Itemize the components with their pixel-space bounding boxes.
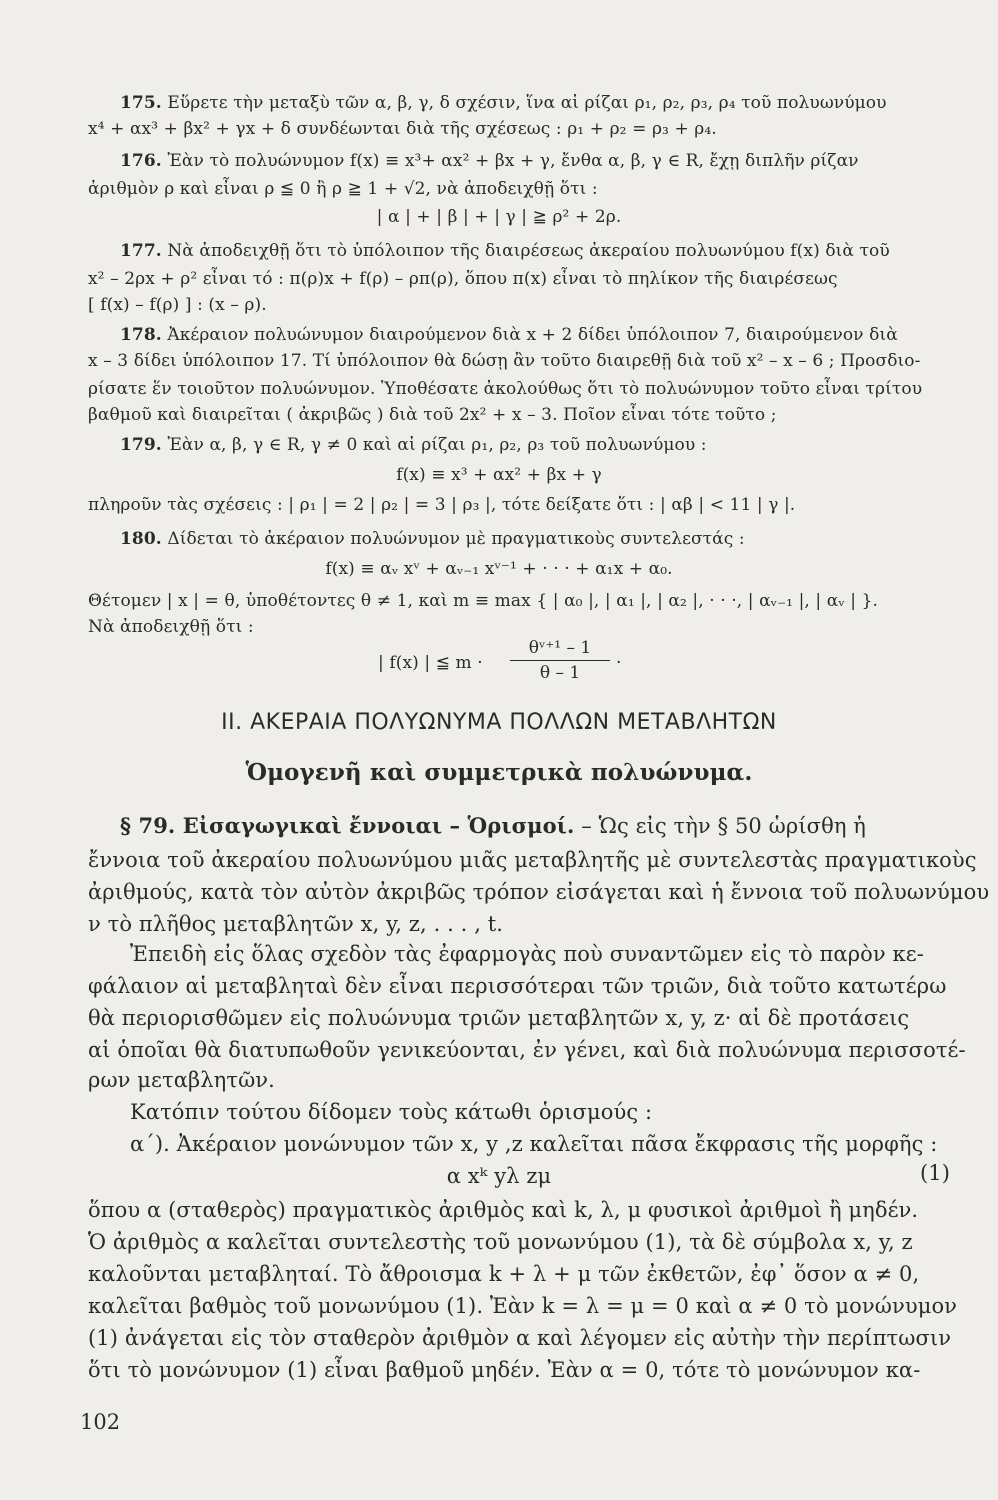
problem-179-polynomial: f(x) ≡ x³ + αx² + βx + γ bbox=[396, 465, 602, 485]
problem-176-line-1: 176. Ἐὰν τὸ πολυώνυμον f(x) ≡ x³+ αx² + βx + γ, ἔνθα α, β, γ ∈ R, ἔχῃ διπλῆν ρίζαν bbox=[120, 151, 859, 171]
s79-p1-line-3: ἀριθμούς, κατὰ τὸν αὐτὸν ἀκριβῶς τρόπον εἰσάγεται καὶ ἡ ἔννοια τοῦ πολυωνύμου bbox=[88, 880, 990, 904]
problem-180-line-1: 180. Δίδεται τὸ ἀκέραιον πολυώνυμον μὲ πραγματικοὺς συντελεστάς : bbox=[120, 529, 745, 549]
s79-heading: § 79. Εἰσαγωγικαὶ ἔννοιαι – Ὁρισμοί. bbox=[120, 813, 575, 838]
problem-176-number: 176. bbox=[120, 151, 162, 171]
problem-180-polynomial: f(x) ≡ αᵥ xᵛ + αᵥ₋₁ xᵛ⁻¹ + · · · + α₁x + α₀. bbox=[325, 559, 673, 579]
equation-label-1: (1) bbox=[919, 1161, 950, 1185]
inequality-tail: · bbox=[616, 653, 622, 673]
s79-p4-line-1: ὅπου α (σταθερὸς) πραγματικὸς ἀριθμὸς καὶ k, λ, μ φυσικοὶ ἀριθμοὶ ἢ μηδέν. bbox=[88, 1198, 919, 1222]
section-title: Ὁμογενῆ καὶ συμμετρικὰ πολυώνυμα. bbox=[245, 759, 753, 786]
problem-177-number: 177. bbox=[120, 241, 162, 261]
problem-177-line-3: [ f(x) – f(ρ) ] : (x – ρ). bbox=[88, 295, 267, 315]
problem-179-number: 179. bbox=[120, 435, 162, 455]
monomial-formula: α xᵏ yλ zμ bbox=[446, 1164, 552, 1188]
problem-175-line-1: 175. Εὕρετε τὴν μεταξὺ τῶν α, β, γ, δ σχέσιν, ἵνα αἱ ρίζαι ρ₁, ρ₂, ρ₃, ρ₄ τοῦ πολυωνύμου bbox=[120, 93, 887, 113]
problem-180-line-3: Θέτομεν | x | = θ, ὑποθέτοντες θ ≠ 1, καὶ m ≡ max { | α₀ |, | α₁ |, | α₂ |, · · ·, | αᵥ₋₁ |, | αᵥ | }. bbox=[88, 591, 879, 611]
s79-p2-line-1: Ἐπειδὴ εἰς ὅλας σχεδὸν τὰς ἐφαρμογὰς ποὺ συναντῶμεν εἰς τὸ παρὸν κε- bbox=[130, 942, 924, 966]
s79-p4-line-3: καλοῦνται μεταβληταί. Τὸ ἄθροισμα k + λ + μ τῶν ἐκθετῶν, ἐφ᾽ ὅσον α ≠ 0, bbox=[88, 1262, 920, 1286]
fraction-bar bbox=[510, 660, 610, 661]
s79-p4-line-6: ὅτι τὸ μονώνυμον (1) εἶναι βαθμοῦ μηδέν. Ἐὰν α = 0, τότε τὸ μονώνυμον κα- bbox=[88, 1358, 921, 1382]
s79-p4-line-2: Ὁ ἀριθμὸς α καλεῖται συντελεστὴς τοῦ μονωνύμου (1), τὰ δὲ σύμβολα x, y, z bbox=[88, 1230, 913, 1254]
s79-p2-line-5: ρων μεταβλητῶν. bbox=[88, 1068, 275, 1092]
s79-p2-line-4: αἱ ὁποῖαι θὰ διατυπωθοῦν γενικεύονται, ἐν γένει, καὶ διὰ πολυώνυμα περισσοτέ- bbox=[88, 1038, 966, 1062]
s79-p3: Κατόπιν τούτου δίδομεν τοὺς κάτωθι ὁρισμούς : bbox=[130, 1100, 653, 1124]
page-number: 102 bbox=[80, 1410, 121, 1434]
problem-176-line-2: ἀριθμὸν ρ καὶ εἶναι ρ ≦ 0 ἢ ρ ≧ 1 + √2, νὰ ἀποδειχθῇ ὅτι : bbox=[88, 179, 598, 199]
problem-180-number: 180. bbox=[120, 529, 162, 549]
problem-176-inequality: | α | + | β | + | γ | ≧ ρ² + 2ρ. bbox=[376, 207, 622, 227]
s79-p4-line-5: (1) ἀνάγεται εἰς τὸν σταθερὸν ἀριθμὸν α καὶ λέγομεν εἰς αὐτὴν τὴν περίπτωσιν bbox=[88, 1326, 952, 1350]
problem-175-number: 175. bbox=[120, 93, 162, 113]
fraction bbox=[510, 638, 610, 683]
inequality-lhs: | f(x) | ≦ m · bbox=[378, 653, 483, 673]
problem-180-line-4: Νὰ ἀποδειχθῇ ὅτι : bbox=[88, 617, 254, 637]
problem-177-line-1: 177. Νὰ ἀποδειχθῇ ὅτι τὸ ὑπόλοιπον τῆς διαιρέσεως ἀκεραίου πολυωνύμου f(x) διὰ τοῦ bbox=[120, 241, 890, 261]
s79-p4-line-4: καλεῖται βαθμὸς τοῦ μονωνύμου (1). Ἐὰν k = λ = μ = 0 καὶ α ≠ 0 τὸ μονώνυμον bbox=[88, 1294, 958, 1318]
fraction-numerator: θᵛ⁺¹ – 1 bbox=[528, 638, 592, 658]
problem-178-line-3: ρίσατε ἕν τοιοῦτον πολυώνυμον. Ὑποθέσατε ἀκολούθως ὅτι τὸ πολυώνυμον τοῦτο εἶναι τρίτου bbox=[88, 379, 923, 399]
definition-a: α΄). Ἀκέραιον μονώνυμον τῶν x, y ,z καλεῖται πᾶσα ἔκφρασις τῆς μορφῆς : bbox=[130, 1132, 938, 1156]
fraction-denominator: θ – 1 bbox=[539, 663, 581, 683]
problem-178-number: 178. bbox=[120, 325, 162, 345]
problem-177-line-2: x² – 2ρx + ρ² εἶναι τό : π(ρ)x + f(ρ) – ρπ(ρ), ὅπου π(x) εἶναι τὸ πηλίκον τῆς διαιρέσεως bbox=[88, 269, 838, 289]
s79-p1-line-2: ἔννοια τοῦ ἀκεραίου πολυωνύμου μιᾶς μεταβλητῆς μὲ συντελεστὰς πραγματικοὺς bbox=[88, 848, 977, 872]
problem-178-line-1: 178. Ἀκέραιον πολυώνυμον διαιρούμενον διὰ x + 2 δίδει ὑπόλοιπον 7, διαιρούμενον διὰ bbox=[120, 325, 898, 345]
problem-179-line-3: πληροῦν τὰς σχέσεις : | ρ₁ | = 2 | ρ₂ | = 3 | ρ₃ |, τότε δείξατε ὅτι : | αβ | < 11 | γ |. bbox=[88, 495, 796, 515]
problem-178-line-2: x – 3 δίδει ὑπόλοιπον 17. Τί ὑπόλοιπον θὰ δώσῃ ἂν τοῦτο διαιρεθῇ διὰ τοῦ x² – x – 6 ; Προσδιο- bbox=[88, 351, 921, 371]
problem-178-line-4: βαθμοῦ καὶ διαιρεῖται ( ἀκριβῶς ) διὰ τοῦ 2x² + x – 3. Ποῖον εἶναι τότε τοῦτο ; bbox=[88, 405, 777, 425]
s79-line-1: § 79. Εἰσαγωγικαὶ ἔννοιαι – Ὁρισμοί. – Ὡς εἰς τὴν § 50 ὡρίσθη ἡ bbox=[120, 813, 866, 838]
s79-p1-line-4: ν τὸ πλῆθος μεταβλητῶν x, y, z, . . . , t. bbox=[88, 912, 504, 936]
problem-175-line-2: x⁴ + αx³ + βx² + γx + δ συνδέωνται διὰ τῆς σχέσεως : ρ₁ + ρ₂ = ρ₃ + ρ₄. bbox=[88, 119, 717, 139]
s79-p2-line-3: θὰ περιορισθῶμεν εἰς πολυώνυμα τριῶν μεταβλητῶν x, y, z· αἱ δὲ προτάσεις bbox=[88, 1006, 910, 1030]
s79-p2-line-2: φάλαιον αἱ μεταβληταὶ δὲν εἶναι περισσότεραι τῶν τριῶν, διὰ τοῦτο κατωτέρω bbox=[88, 974, 947, 998]
chapter-title: II. ΑΚΕΡΑΙΑ ΠΟΛΥΩΝΥΜΑ ΠΟΛΛΩΝ ΜΕΤΑΒΛΗΤΩΝ bbox=[221, 710, 777, 735]
problem-179-line-1: 179. Ἐὰν α, β, γ ∈ R, γ ≠ 0 καὶ αἱ ρίζαι ρ₁, ρ₂, ρ₃ τοῦ πολυωνύμου : bbox=[120, 435, 707, 455]
